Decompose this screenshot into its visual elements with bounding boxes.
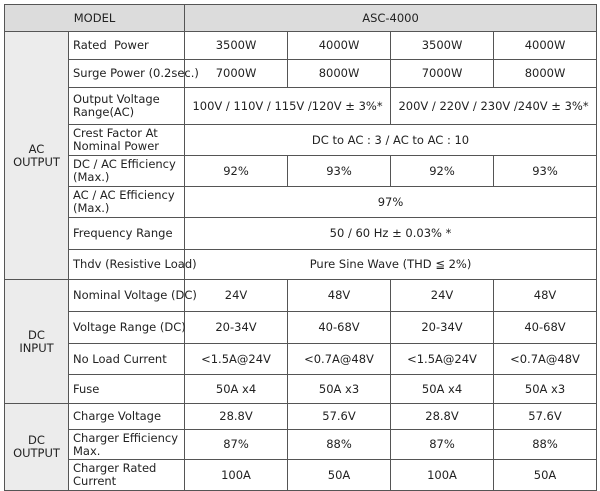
param-label: [69, 250, 197, 280]
value-cell: <0.7A@48V: [288, 344, 391, 375]
value-cell: 28.8V: [391, 404, 494, 430]
value-cell: 28.8V: [185, 404, 288, 430]
param-label-line: Max.: [73, 443, 101, 458]
value-cell: 50A x3: [494, 375, 597, 404]
param-label: [69, 60, 199, 88]
group-label: [5, 32, 69, 280]
value-cell: 57.6V: [288, 404, 391, 430]
model-label: MODEL: [5, 5, 185, 32]
spec-row: [5, 460, 597, 491]
value-cell: 100A: [391, 460, 494, 491]
group-label: [5, 404, 69, 491]
param-label: [69, 375, 185, 404]
param-label-line: Nominal Power: [73, 139, 159, 153]
param-label-line: Frequency Range: [73, 226, 173, 240]
param-label-line: Range(AC): [73, 105, 135, 119]
value-cell: 50A: [288, 460, 391, 491]
value-cell: 87%: [185, 430, 288, 460]
value-cell: 3500W: [391, 32, 494, 60]
group-label: [5, 280, 69, 404]
group-label-line: INPUT: [19, 340, 54, 355]
value-cell: 50 / 60 Hz ± 0.03% *: [185, 218, 597, 250]
model-value: ASC-4000: [185, 5, 597, 32]
value-cell: 100A: [185, 460, 288, 491]
spec-row: [5, 187, 597, 218]
value-cell: 4000W: [288, 32, 391, 60]
param-label-line: Surge Power (0.2sec.): [73, 66, 199, 80]
value-cell: 20-34V: [185, 312, 288, 344]
spec-table: [4, 4, 597, 491]
value-cell: 40-68V: [494, 312, 597, 344]
spec-row: [5, 312, 597, 344]
header-row: [5, 5, 597, 32]
param-label-line: Crest Factor At: [73, 126, 158, 140]
value-cell: 3500W: [185, 32, 288, 60]
param-label: [69, 430, 185, 460]
param-label-line: Charger Efficiency: [73, 430, 179, 445]
value-cell: 40-68V: [288, 312, 391, 344]
value-cell: 88%: [494, 430, 597, 460]
param-label: [69, 218, 185, 250]
value-cell: 88%: [288, 430, 391, 460]
param-label-line: No Load Current: [73, 351, 167, 366]
param-label: [69, 312, 185, 344]
group-label-line: DC: [28, 327, 45, 342]
spec-row: [5, 375, 597, 404]
param-label: [69, 88, 185, 125]
value-cell: 97%: [185, 187, 597, 218]
param-label: [69, 32, 185, 60]
param-label-line: (Max.): [73, 170, 110, 184]
param-label-line: DC / AC Efficiency: [73, 157, 176, 171]
param-label-line: AC / AC Efficiency: [73, 188, 175, 202]
value-cell: Pure Sine Wave (THD ≦ 2%): [185, 250, 597, 280]
spec-row: [5, 88, 597, 125]
value-cell: 92%: [185, 156, 288, 187]
param-label-line: Output Voltage: [73, 92, 160, 106]
spec-row: [5, 156, 597, 187]
param-label-line: Nominal Voltage (DC): [73, 288, 197, 302]
value-cell: 200V / 220V / 230V /240V ± 3%*: [391, 88, 597, 125]
spec-row: [5, 60, 597, 88]
param-label-line: Rated Power: [73, 38, 149, 52]
value-cell: 87%: [391, 430, 494, 460]
param-label: [69, 156, 185, 187]
value-cell: DC to AC : 3 / AC to AC : 10: [185, 125, 597, 156]
param-label-line: (Max.): [73, 201, 110, 215]
param-label-line: Fuse: [73, 381, 100, 396]
value-cell: 92%: [391, 156, 494, 187]
spec-row: [5, 218, 597, 250]
param-label: [69, 460, 185, 491]
value-cell: 24V: [391, 280, 494, 312]
value-cell: 100V / 110V / 115V /120V ± 3%*: [185, 88, 391, 125]
value-cell: 50A x3: [288, 375, 391, 404]
spec-row: [5, 125, 597, 156]
value-cell: 93%: [288, 156, 391, 187]
value-cell: 93%: [494, 156, 597, 187]
value-cell: <1.5A@24V: [391, 344, 494, 375]
value-cell: 48V: [494, 280, 597, 312]
value-cell: 7000W: [185, 60, 288, 88]
param-label: [69, 280, 197, 312]
value-cell: 48V: [288, 280, 391, 312]
group-label-line: AC: [28, 141, 45, 156]
param-label-line: Current: [73, 474, 117, 488]
value-cell: 57.6V: [494, 404, 597, 430]
value-cell: <0.7A@48V: [494, 344, 597, 375]
value-cell: 7000W: [391, 60, 494, 88]
spec-row: [5, 430, 597, 460]
group-label-line: DC: [28, 433, 45, 447]
value-cell: 50A x4: [391, 375, 494, 404]
spec-row: [5, 32, 597, 60]
param-label-line: Charger Rated: [73, 461, 157, 475]
param-label-line: Charge Voltage: [73, 409, 162, 423]
value-cell: 50A x4: [185, 375, 288, 404]
value-cell: 8000W: [494, 60, 597, 88]
spec-body: [5, 32, 597, 491]
value-cell: 24V: [185, 280, 288, 312]
param-label-line: Thdv (Resistive Load): [73, 257, 197, 271]
param-label: [69, 404, 185, 430]
value-cell: 50A: [494, 460, 597, 491]
value-cell: 8000W: [288, 60, 391, 88]
param-label: [69, 187, 185, 218]
param-label: [69, 125, 185, 156]
group-label-line: OUTPUT: [13, 154, 60, 169]
param-label-line: Voltage Range (DC): [73, 320, 186, 334]
spec-row: [5, 344, 597, 375]
value-cell: <1.5A@24V: [185, 344, 288, 375]
spec-row: [5, 250, 597, 280]
param-label: [69, 344, 185, 375]
spec-row: [5, 404, 597, 430]
value-cell: 20-34V: [391, 312, 494, 344]
value-cell: 4000W: [494, 32, 597, 60]
group-label-line: OUTPUT: [13, 446, 60, 460]
spec-row: [5, 280, 597, 312]
